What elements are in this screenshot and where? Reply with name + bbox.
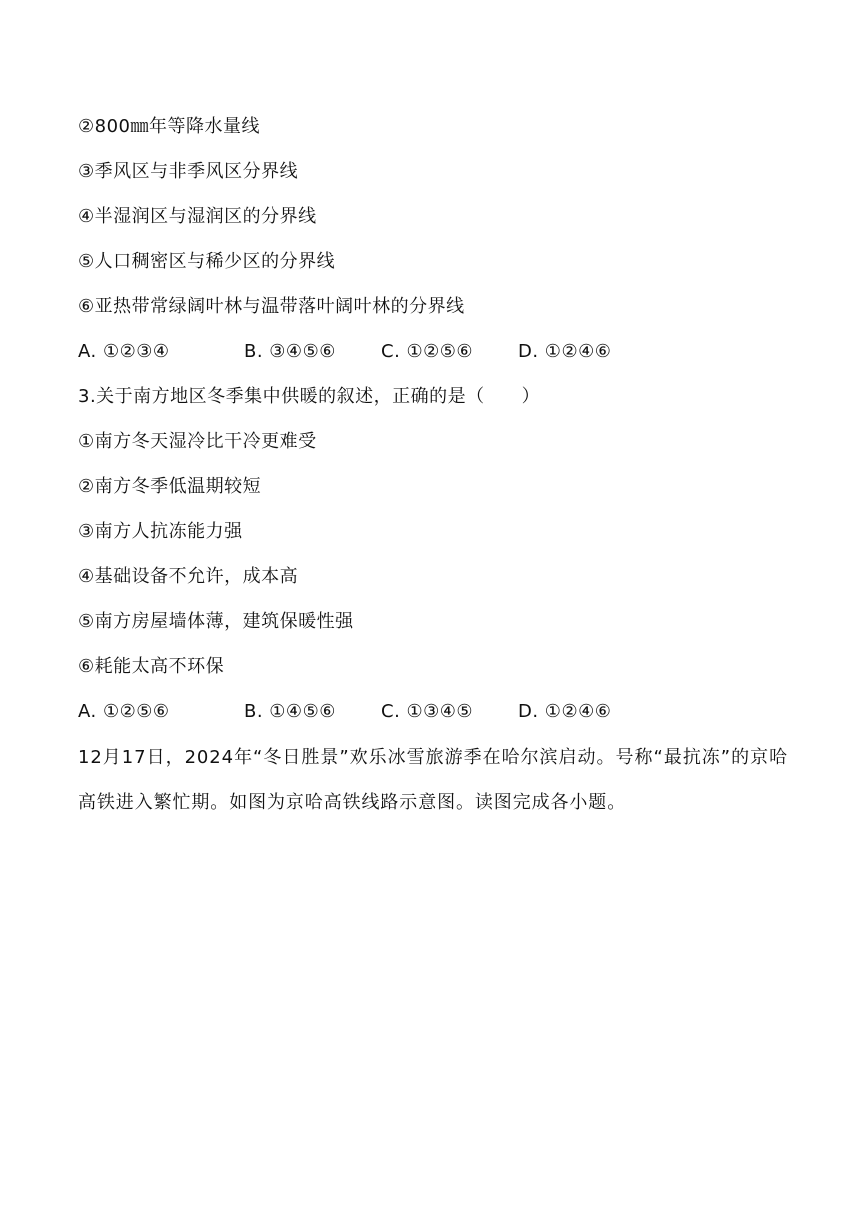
q3-item-4: ④基础设备不允许，成本高: [78, 566, 299, 587]
q2-item-3: ③季风区与非季风区分界线: [78, 161, 299, 182]
q2-option-c: C. ①②⑤⑥: [381, 341, 474, 362]
q3-item-2: ②南方冬季低温期较短: [78, 476, 262, 497]
q2-item-4: ④半湿润区与湿润区的分界线: [78, 206, 317, 227]
q3-option-a: A. ①②⑤⑥: [78, 701, 170, 722]
q3-item-6: ⑥耗能太高不环保: [78, 656, 225, 677]
q3-item-1: ①南方冬天湿冷比干冷更难受: [78, 431, 317, 452]
q3-item-3: ③南方人抗冻能力强: [78, 521, 243, 542]
q2-item-5: ⑤人口稠密区与稀少区的分界线: [78, 251, 336, 272]
q2-item-6: ⑥亚热带常绿阔叶林与温带落叶阔叶林的分界线: [78, 296, 465, 317]
q3-item-5: ⑤南方房屋墙体薄，建筑保暖性强: [78, 611, 354, 632]
q2-option-a: A. ①②③④: [78, 341, 170, 362]
q3-stem: 3.关于南方地区冬季集中供暖的叙述，正确的是（ ）: [78, 386, 541, 407]
q3-option-b: B. ①④⑤⑥: [244, 701, 336, 722]
q3-option-d: D. ①②④⑥: [518, 701, 612, 722]
q2-option-b: B. ③④⑤⑥: [244, 341, 336, 362]
q3-options: [78, 700, 658, 724]
passage-text: 12月17日，2024年“冬日胜景”欢乐冰雪旅游季在哈尔滨启动。号称“最抗冻”的京哈高铁进入繁忙期。如图为京哈高铁线路示意图。读图完成各小题。: [78, 747, 788, 813]
q2-option-d: D. ①②④⑥: [518, 341, 612, 362]
q3-option-c: C. ①③④⑤: [381, 701, 474, 722]
q2-options: [78, 340, 658, 364]
q2-item-2: ②800㎜年等降水量线: [78, 116, 260, 137]
